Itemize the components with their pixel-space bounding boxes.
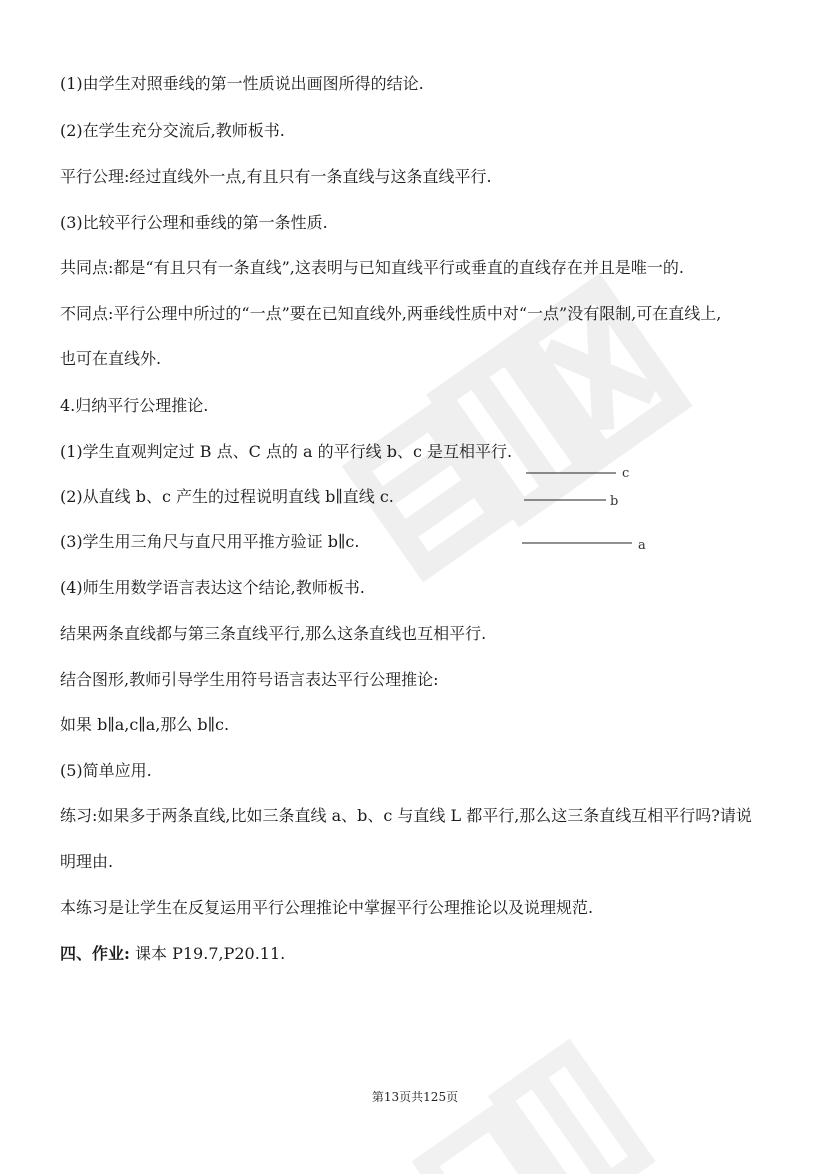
paragraph-7: 也可在直线外. [60,349,162,368]
paragraph-10: (2)从直线 b、c 产生的过程说明直线 b∥直线 c. [60,487,394,506]
paragraph-16: (5)简单应用. [60,761,152,780]
paragraph-11: (3)学生用三角尺与直尺用平推方验证 b∥c. [60,532,360,551]
homework-text: 课本 P19.7,P20.11. [135,944,286,963]
paragraph-19: 本练习是让学生在反复运用平行公理推论中掌握平行公理推论以及说理规范. [60,898,594,917]
paragraph-17: 练习:如果多于两条直线,比如三条直线 a、b、c 与直线 L 都平行,那么这三条直线互相平行吗?请说 [60,806,752,825]
paragraph-3: 平行公理:经过直线外一点,有且只有一条直线与这条直线平行. [60,167,492,186]
parallel-lines-figure [510,455,670,560]
paragraph-5: 共同点:都是“有且只有一条直线”,这表明与已知直线平行或垂直的直线存在并且是唯一的. [60,258,684,277]
paragraph-18: 明理由. [60,852,114,871]
paragraph-15: 如果 b∥a,c∥a,那么 b∥c. [60,715,230,734]
paragraph-1: (1)由学生对照垂线的第一性质说出画图所得的结论. [60,74,424,93]
paragraph-14: 结合图形,教师引导学生用符号语言表达平行公理推论: [60,670,439,689]
paragraph-6: 不同点:平行公理中所过的“一点”要在已知直线外,两垂线性质中对“一点”没有限制,可在直线上, [60,304,722,323]
line-c-label: c [622,466,630,481]
paragraph-9: (1)学生直观判定过 B 点、C 点的 a 的平行线 b、c 是互相平行. [60,442,513,461]
paragraph-12: (4)师生用数学语言表达这个结论,教师板书. [60,578,365,597]
page-number-footer: 第13页共125页 [371,1090,459,1104]
paragraph-13: 结果两条直线都与第三条直线平行,那么这条直线也互相平行. [60,624,487,643]
paragraph-2: (2)在学生充分交流后,教师板书. [60,121,285,140]
paragraph-4: (3)比较平行公理和垂线的第一条性质. [60,213,328,232]
line-b-label: b [610,494,619,509]
homework-label: 四、作业: [60,944,130,963]
homework-line [60,944,285,964]
watermark-logo-lower [400,1000,700,1174]
paragraph-8: 4.归纳平行公理推论. [60,396,209,415]
line-a-label: a [638,538,646,553]
